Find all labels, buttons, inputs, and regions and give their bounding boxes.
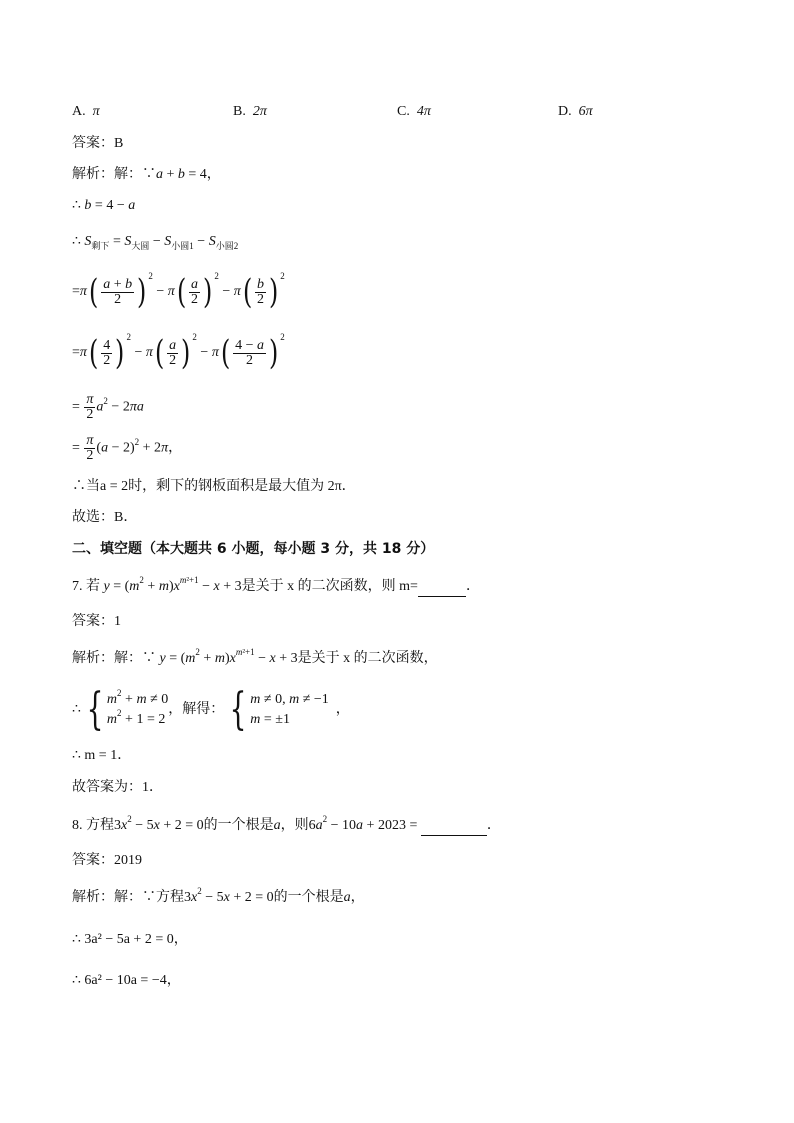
- q7-final: 故答案为：1．: [72, 780, 163, 795]
- q6-step-formula-4: = $\frac{\pi}{2}$ $(a - 2)^2 + 2\pi$，: [72, 433, 183, 463]
- q8-step-2: ∴ 6a² − 10a = −4，: [72, 973, 181, 988]
- q8-analysis: 解析：解：∵方程$3x^2 - 5x + 2 = 0$的一个根是a，: [72, 886, 365, 905]
- q6-conclusion: ∴当a = 2时，剩下的钢板面积是最大值为 2π．: [72, 479, 356, 494]
- option-c: C. 4π: [397, 104, 431, 119]
- q6-step-b: ∴ b = 4 − a: [72, 198, 136, 213]
- q6-step-formula-1: =π( $\frac{a + b}{2}$ ) $^2$ − π( $\frac{a}{2}$ ) $^2$ − π( $\frac{b}{2}$ ) $^2$: [72, 271, 285, 312]
- q6-analysis-line: 解析：解：∵a + b = 4，: [72, 167, 221, 182]
- q7-analysis: 解析：解：∵ $y = (m^2 + m)x^{m^2+1} - x + 3$是关于 x 的二次函数，: [72, 647, 438, 666]
- option-b: B. 2π: [233, 104, 267, 119]
- q7-answer: 答案：1: [72, 614, 121, 629]
- option-a: A. π: [72, 104, 100, 119]
- q7-result: ∴ m = 1．: [72, 748, 132, 763]
- q6-choice: 故选：B．: [72, 510, 138, 525]
- q8-question: 8. 方程$3x^2 - 5x + 2 = 0$的一个根是a，则$6a^2 - 10a + 2023$ = ．: [72, 817, 501, 836]
- q7-question: 7. 若 $y = (m^2 + m)x^{m^2+1} - x + 3$是关于 x 的二次函数，则 m= ．: [72, 578, 480, 597]
- q6-answer: 答案：B: [72, 136, 124, 151]
- option-d: D. 6π: [558, 104, 593, 119]
- q6-step-area: ∴ $S_{剩下} = S_{大圆} - S_{小圆1} - S_{小圆2}$: [72, 234, 239, 251]
- q8-step-1: ∴ 3a² − 5a + 2 = 0，: [72, 932, 188, 947]
- section-heading: 二、填空题（本大题共 6 小题，每小题 3 分，共 18 分）: [72, 541, 435, 557]
- q6-step-formula-2: =π( $\frac{4}{2}$ ) $^2$ − π( $\frac{a}{2}$ ) $^2$ − π( $\frac{4 - a}{2}$ ) $^2$: [72, 332, 285, 373]
- q7-system: ∴ { $m^2 + m \ne 0$ $m^2 + 1 = 2$ ，解得： { m ≠ 0, m ≠ −1 m = ±1 ，: [72, 684, 350, 735]
- q6-step-formula-3: = $\frac{\pi}{2}$ $a^2 - 2\pi a$: [72, 392, 144, 422]
- q8-answer: 答案：2019: [72, 853, 142, 868]
